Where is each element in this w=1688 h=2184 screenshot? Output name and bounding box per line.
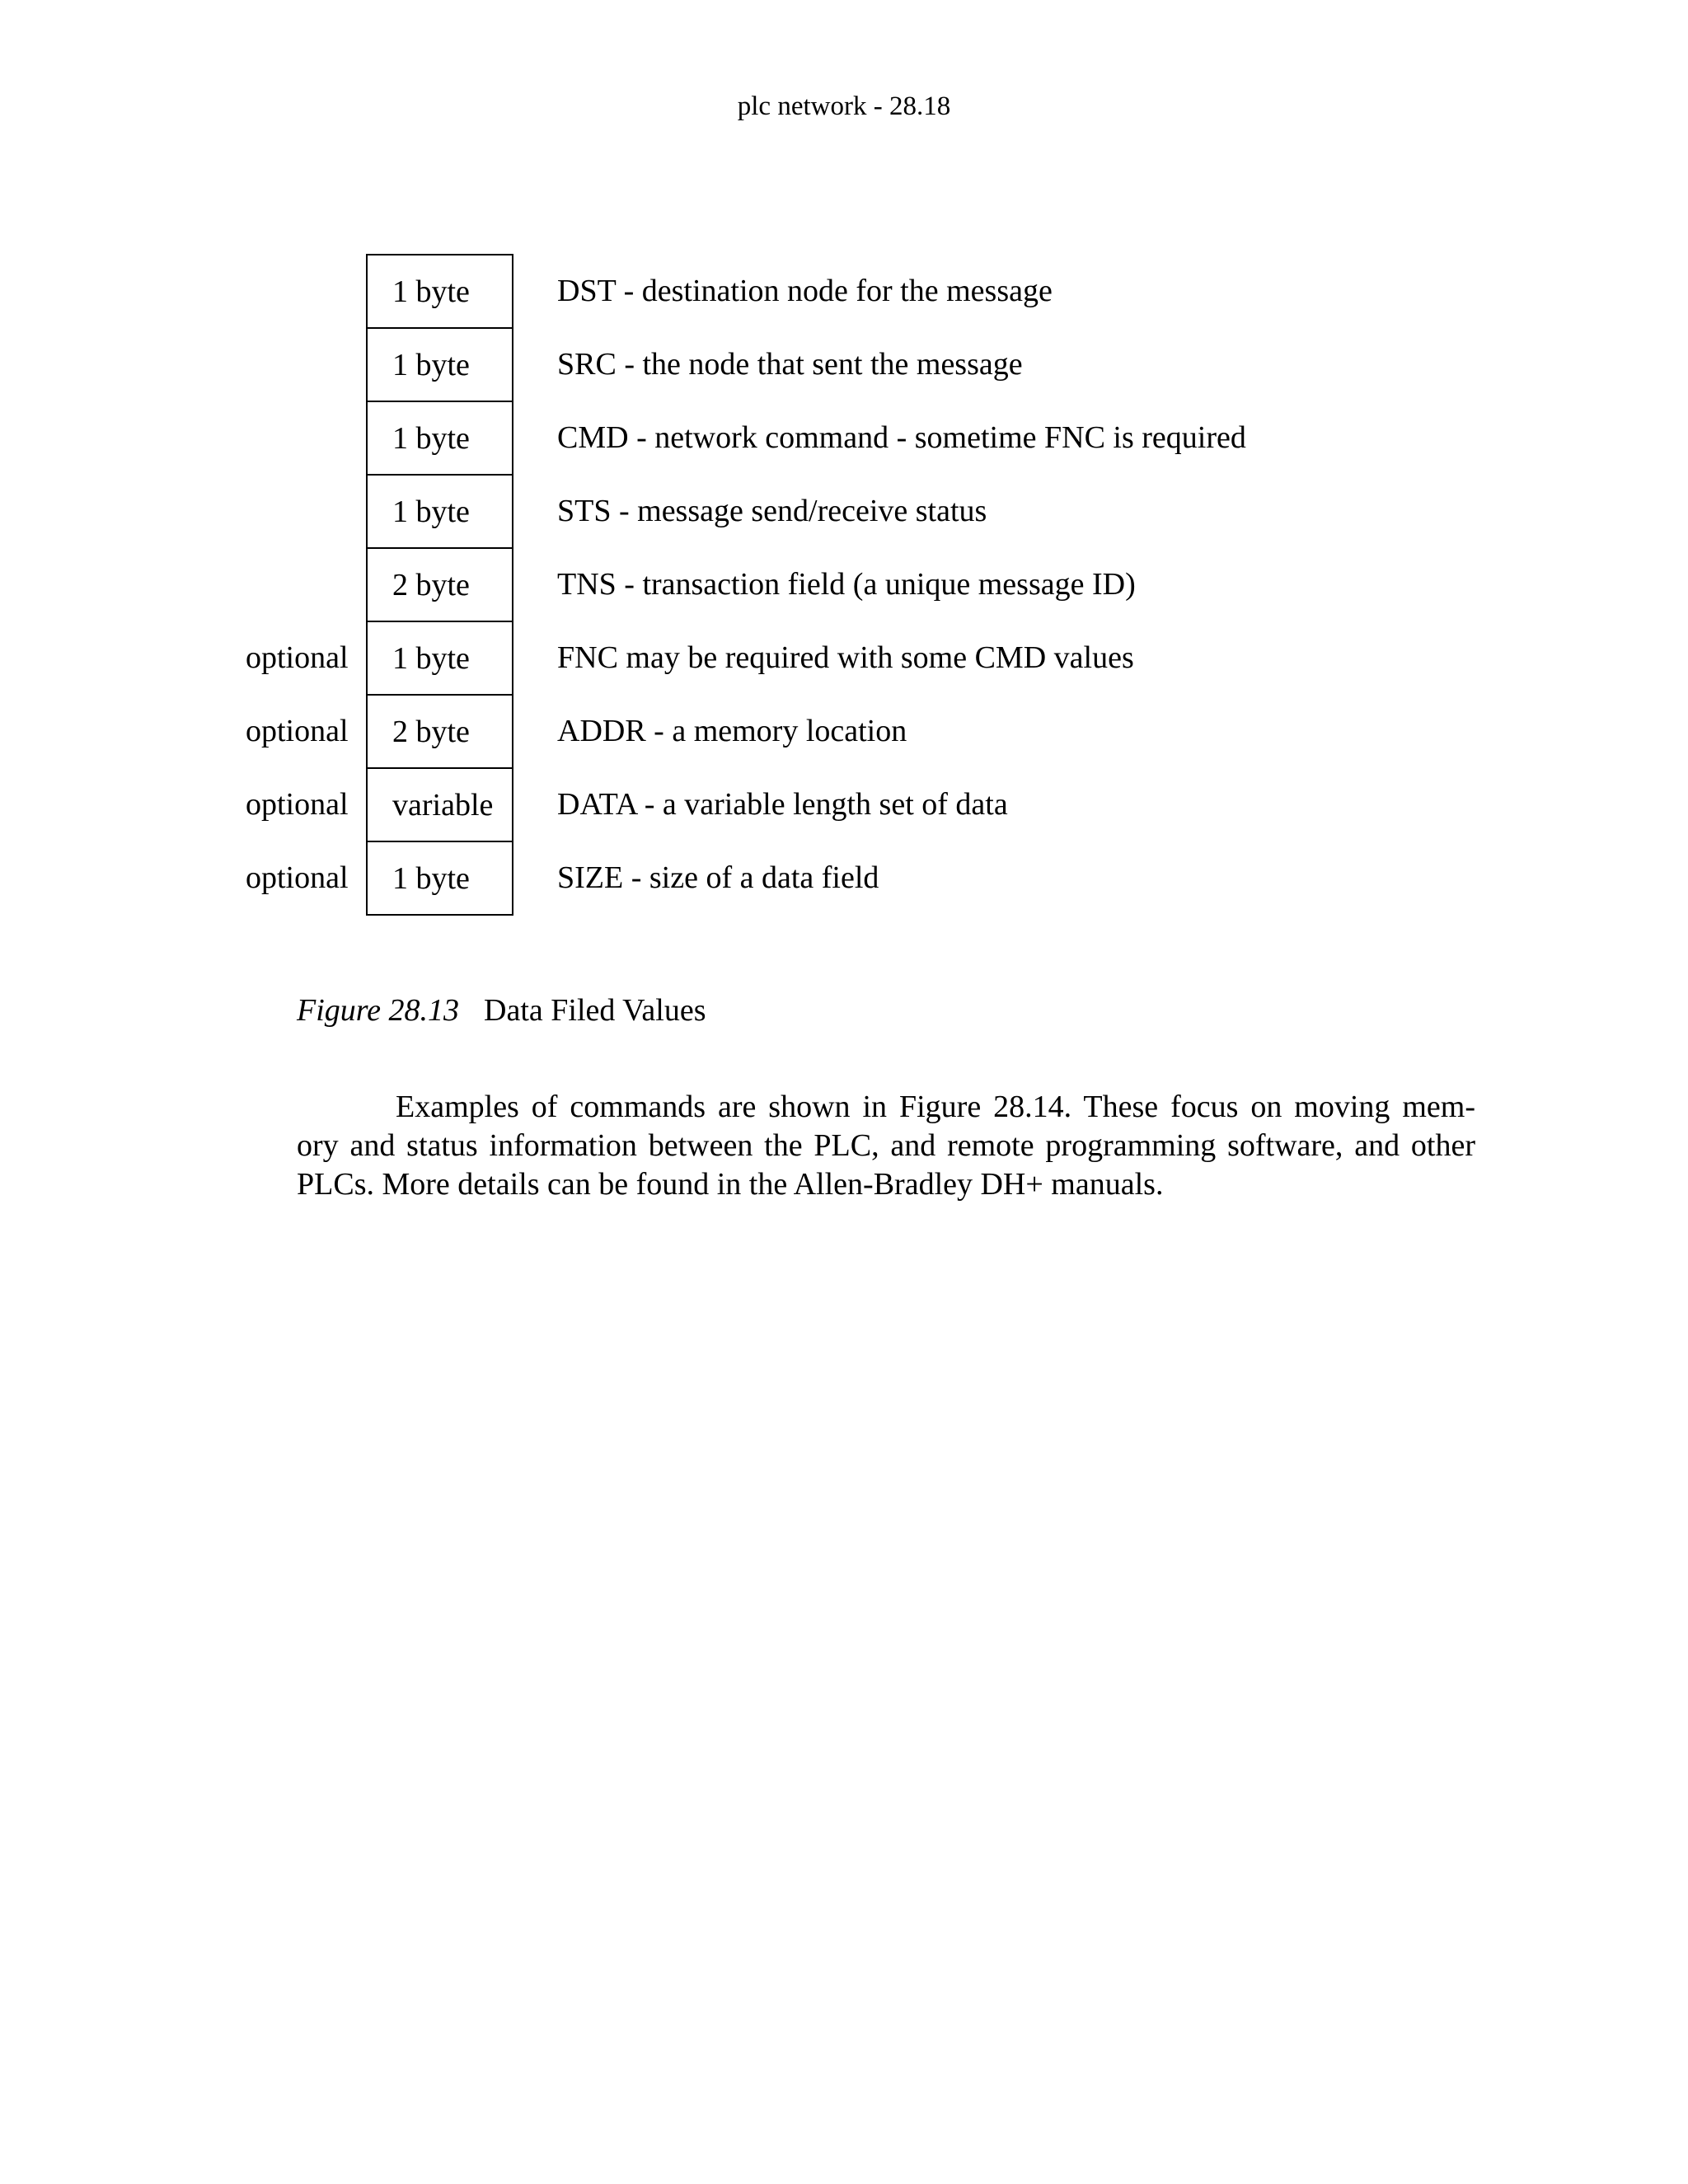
- optional-label: [246, 254, 356, 328]
- frame-row-addr: [0, 694, 1688, 768]
- field-size-cell: 1 byte: [366, 621, 513, 695]
- field-description: DST - destination node for the message: [557, 274, 1053, 308]
- field-size-cell: 1 byte: [366, 474, 513, 548]
- optional-label: [246, 327, 356, 401]
- optional-label: optional: [246, 640, 349, 675]
- optional-label: [246, 547, 356, 621]
- field-description: FNC may be required with some CMD values: [557, 640, 1134, 675]
- frame-row-dst: [0, 254, 1688, 328]
- frame-row-cmd: [0, 401, 1688, 475]
- optional-label: optional: [246, 787, 349, 822]
- frame-row-tns: [0, 547, 1688, 621]
- paragraph-line: ory and status information between the PLC, and remote programming software, and other: [297, 1128, 1475, 1163]
- body-paragraph: [297, 1088, 1475, 1204]
- field-size-cell: 1 byte: [366, 401, 513, 475]
- field-size-cell: 1 byte: [366, 254, 513, 328]
- optional-label: [246, 401, 356, 475]
- field-size-cell: 1 byte: [366, 327, 513, 401]
- optional-label: [246, 474, 356, 548]
- paragraph-line: PLCs. More details can be found in the Allen-Bradley DH+ manuals.: [297, 1167, 1164, 1202]
- frame-row-sts: [0, 474, 1688, 548]
- field-description: ADDR - a memory location: [557, 714, 907, 748]
- frame-row-data: [0, 767, 1688, 841]
- optional-label: optional: [246, 860, 349, 895]
- field-description: TNS - transaction field (a unique message ID): [557, 567, 1136, 602]
- paragraph-line: Examples of commands are shown in Figure 28.14. These focus on moving mem-: [396, 1090, 1475, 1124]
- frame-row-fnc: [0, 621, 1688, 695]
- optional-label: optional: [246, 714, 349, 748]
- field-description: CMD - network command - sometime FNC is required: [557, 420, 1246, 455]
- frame-row-size: [0, 841, 1688, 915]
- figure-caption: [297, 991, 706, 1030]
- figure-caption-text: Data Filed Values: [484, 993, 706, 1028]
- figure-number: Figure 28.13: [297, 993, 460, 1028]
- field-size-cell: variable: [366, 767, 513, 841]
- field-size-cell: 2 byte: [366, 547, 513, 621]
- field-description: DATA - a variable length set of data: [557, 787, 1008, 822]
- field-description: SRC - the node that sent the message: [557, 347, 1023, 382]
- field-size-cell: 2 byte: [366, 694, 513, 768]
- running-header: plc network - 28.18: [737, 91, 951, 121]
- field-description: STS - message send/receive status: [557, 494, 987, 528]
- field-description: SIZE - size of a data field: [557, 860, 879, 895]
- frame-row-src: [0, 327, 1688, 401]
- field-size-cell: 1 byte: [366, 841, 513, 916]
